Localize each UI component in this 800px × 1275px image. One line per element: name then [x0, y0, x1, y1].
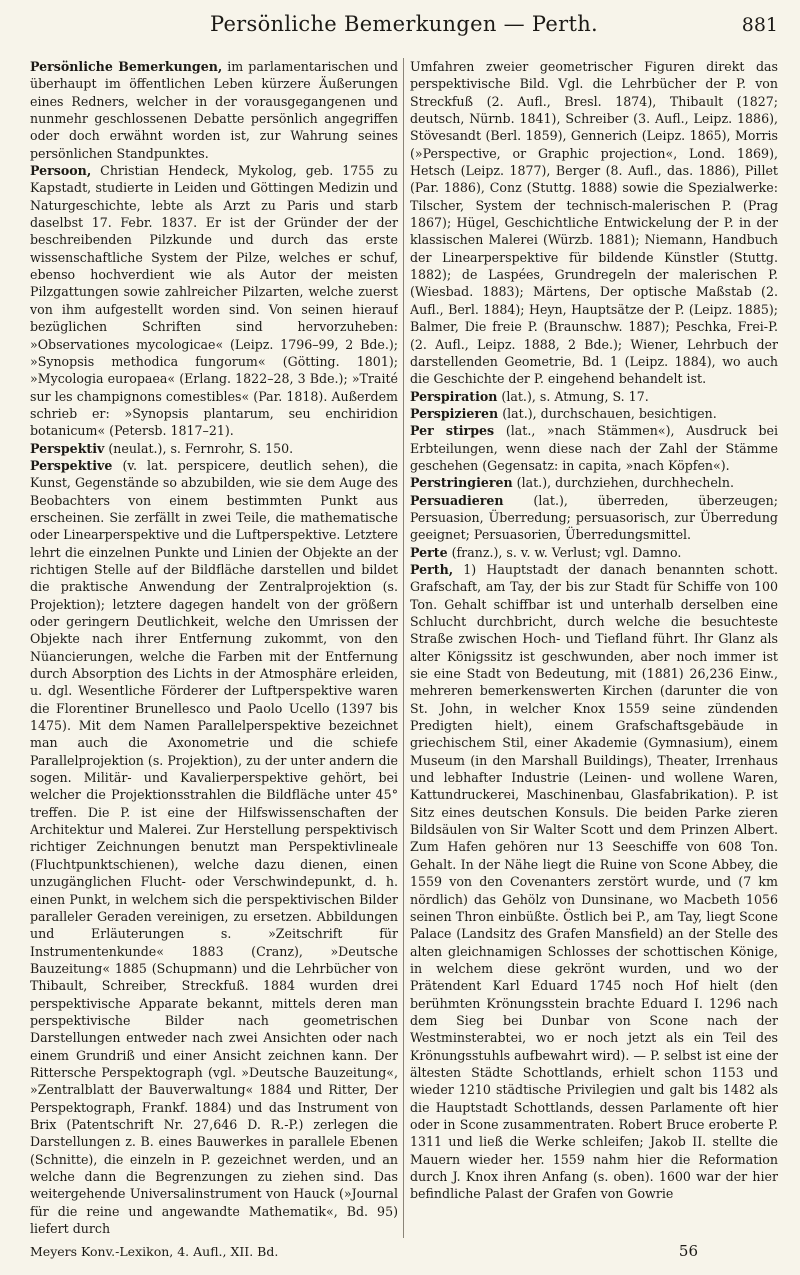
left-column [30, 58, 398, 1238]
entry-paragraph [410, 544, 778, 561]
entry-headword: Perte [410, 544, 448, 560]
entry-text: (neulat.), s. Fernrohr, S. 150. [104, 440, 294, 456]
entry-headword: Per stirpes [410, 423, 495, 439]
entry-text: (lat.), s. Atmung, S. 17. [497, 388, 649, 404]
entry-text: im parlamentarischen und überhaupt im öffentlichen Leben kürzere Äußerungen eines Redners, welcher in der vorausgegangenen und nunmehr geschlossenen Debatte persönlich angegriffen oder doch erwähnt worden ist, zur Wahrung seines persönlichen Standpunktes. [30, 59, 398, 161]
entry-text: 1) Hauptstadt der danach benannten schott. Grafschaft, am Tay, der bis zur Stadt für Schiffe von 100 Ton. Gehalt schiffbar ist und unterhalb derselben eine Schlucht durchbricht, durch welche die besuchteste Straße zwischen Hoch- und Tiefland führt. Ihr Glanz als alter Königssitz ist geschwunden, aber noch immer ist sie eine Stadt von Bedeutung, mit (1881) 26,236 Einw., mehreren bemerkenswerten Kirchen (darunter die von St. John, in welcher Knox 1559 seine zündenden Predigten hielt), einem Grafschaftsgebäude in griechischem Stil, einer Akademie (Gymnasium), einem Museum (in den Marshall Buildings), Theater, Irrenhaus und lebhafter Industrie (Leinen- und wollene Waren, Kattundruckerei, Maschinenbau, Glasfabrikation). P. ist Sitz eines deutschen Konsuls. Die beiden Parke zieren Bildsäulen von Sir Walter Scott und dem Prinzen Albert. Zum Hafen gehören nur 13 Seeschiffe von 608 Ton. Gehalt. In der Nähe liegt die Ruine von Scone Abbey, die 1559 von den Covenanters zerstört wurde, und (7 km nördlich) das Gehölz von Dunsinane, wo Macbeth 1056 seinen Thron einbüßte. Östlich bei P., am Tay, liegt Scone Palace (Landsitz des Grafen Mansfield) an der Stelle des alten gleichnamigen Schlosses der schottischen Könige, in welchem diese gekrönt wurden, und wo der Prätendent Karl Eduard 1745 noch Hof hielt (den berühmten Krönungsstein brachte Eduard I. 1296 nach dem Sieg bei Dunbar von Scone nach der Westminsterabtei, wo er noch jetzt als ein Teil des Krönungsstuhls aufbewahrt wird). — P. selbst ist eine der ältesten Städte Schottlands, erhielt schon 1153 und wieder 1210 städtische Privilegien und galt bis 1482 als die Hauptstadt Schottlands, dessen Parlamente oft hier oder in Scone zusammentraten. Robert Bruce eroberte P. 1311 und ließ die Werke schleifen; Jakob II. stellte die Mauern wieder her. 1559 nahm hier die Reformation durch J. Knox ihren Anfang (s. oben). 1600 war der hier befindliche Palast der Grafen von Gowrie [410, 561, 778, 1202]
entry-text: Christian Hendeck, Mykolog, geb. 1755 zu Kapstadt, studierte in Leiden und Göttingen Medizin und Naturgeschichte, lebte als Arzt zu Paris und starb daselbst 17. Febr. 1837. Er ist der Gründer der der beschreibenden Pilzkunde und durch das erste wissenschaftliche System der Pilze, welches er schuf, ebenso hochverdient wie als Autor der meisten Pilzgattungen sowie zahlreicher Pilzarten, welche zuerst von ihm aufgestellt worden sind. Von seinen hierauf bezüglichen Schriften sind hervorzuheben: »Observationes mycologicae« (Leipz. 1796–99, 2 Bde.); »Synopsis methodica fungorum« (Götting. 1801); »Mycologia europaea« (Erlang. 1822–28, 3 Bde.); »Traité sur les champignons comestibles« (Par. 1818). Außerdem schrieb er: »Synopsis plantarum, seu enchiridion botanicum« (Petersb. 1817–21). [30, 163, 398, 439]
text-columns [30, 58, 778, 1238]
page-number: 881 [741, 14, 778, 36]
footer-imprint: Meyers Konv.-Lexikon, 4. Aufl., XII. Bd. [30, 1244, 279, 1259]
entry-headword: Persuadieren [410, 492, 504, 508]
entry-text: Umfahren zweier geometrischer Figuren direkt das perspektivische Bild. Vgl. die Lehrbücher der P. von Streckfuß (2. Aufl., Bresl. 1874), Thibault (1827; deutsch, Nürnb. 1841), Schreiber (3. Aufl., Leipz. 1886), Stövesandt (Berl. 1859), Gennerich (Leipz. 1865), Morris (»Perspective, or Graphic projection«, Lond. 1869), Hetsch (Leipz. 1877), Berger (8. Aufl., das. 1886), Pillet (Par. 1886), Conz (Stuttg. 1888) sowie die Spezialwerke: Tilscher, System der technisch-malerischen P. (Prag 1867); Hügel, Geschichtliche Entwickelung der P. in der klassischen Malerei (Würzb. 1881); Niemann, Handbuch der Linearperspektive für bildende Künstler (Stuttg. 1882); de Laspées, Grundregeln der malerischen P. (Wiesbad. 1883); Märtens, Der optische Maßstab (2. Aufl., Berl. 1884); Heyn, Hauptsätze der P. (Leipz. 1885); Balmer, Die freie P. (Braunschw. 1887); Peschka, Frei-P. (2. Aufl., Leipz. 1888, 2 Bde.); Wiener, Lehrbuch der darstellenden Geometrie, Bd. 1 (Leipz. 1884), wo auch die Geschichte der P. eingehend behandelt ist. [410, 59, 778, 387]
right-column [410, 58, 778, 1238]
entry-paragraph [30, 58, 398, 162]
entry-paragraph [30, 162, 398, 440]
entry-paragraph [410, 474, 778, 491]
entry-paragraph [410, 492, 778, 544]
entry-headword: Perth, [410, 561, 454, 577]
entry-paragraph [410, 561, 778, 1203]
entry-paragraph [410, 405, 778, 422]
entry-text: (franz.), s. v. w. Verlust; vgl. Damno. [447, 544, 682, 560]
entry-paragraph [410, 388, 778, 405]
entry-text: (lat.), durchschauen, besichtigen. [498, 405, 717, 421]
column-divider [403, 58, 404, 1238]
entry-headword: Perspektiv [30, 440, 105, 456]
footer-signature: 56 [678, 1242, 698, 1260]
entry-headword: Perspizieren [410, 405, 499, 421]
entry-paragraph [410, 58, 778, 388]
entry-headword: Perstringieren [410, 475, 513, 491]
entry-text: (lat., »nach Stämmen«), Ausdruck bei Erbteilungen, wenn diese nach der Zahl der Stämme geschehen (Gegensatz: in capita, »nach Köpfen«). [410, 423, 778, 473]
entry-text: (lat.), durchziehen, durchhecheln. [512, 475, 734, 491]
entry-text: (lat.), überreden, überzeugen; Persuasion, Überredung; persuasorisch, zur Überredung geeignet; Persuasorien, Überredungsmittel. [410, 492, 778, 543]
entry-headword: Persönliche Bemerkungen, [30, 59, 223, 74]
page-header [30, 10, 778, 42]
entry-paragraph [410, 422, 778, 474]
entry-paragraph [30, 457, 398, 1237]
entry-paragraph [30, 440, 398, 457]
page-footer [30, 1244, 778, 1266]
entry-text: (v. lat. perspicere, deutlich sehen), die Kunst, Gegenstände so abzubilden, wie sie dem Auge des Beobachters von einem bestimmten Punkt aus erscheinen. Sie zerfällt in zwei Teile, die mathematische oder Linearperspektive und die Luftperspektive. Letztere lehrt die einzelnen Punkte und Linien der Objekte an der richtigen Stelle auf der Bildfläche darstellen und bildet die praktische Anwendung der Zentralprojektion (s. Projektion); letztere dagegen handelt von der größern oder geringern Deutlichkeit, welche den Umrissen der Objekte nach ihrer Entfernung zukommt, von den Nüancierungen, welche die Farben mit der Entfernung durch Absorption des Lichts in der Atmosphäre erleiden, u. dgl. Wesentliche Förderer der Luftperspektive waren die Florentiner Brunellesco und Paolo Ucello (1397 bis 1475). Mit dem Namen Parallelperspektive bezeichnet man auch die Axonometrie und die schiefe Parallelprojektion (s. Projektion), zu der unter andern die sogen. Militär- und Kavalierperspektive gehört, bei welcher die Projektionsstrahlen die Bildfläche unter 45° treffen. Die P. ist eine der Hilfswissenschaften der Architektur und Malerei. Zur Herstellung perspektivisch richtiger Zeichnungen benutzt man Perspektivlineale (Fluchtpunktschienen), welche dazu dienen, einen unzugänglichen Flucht- oder Verschwindepunkt, d. h. einen Punkt, in welchem sich die perspektivischen Bilder paralleler Geraden vereinigen, zu ersetzen. Abbildungen und Erläuterungen s. »Zeitschrift für Instrumentenkunde« 1883 (Cranz), »Deutsche Bauzeitung« 1885 (Schupmann) und die Lehrbücher von Thibault, Schreiber, Streckfuß. 1884 wurden drei perspektivische Apparate bekannt, mittels deren man perspektivische Bilder nach geometrischen Darstellungen entweder nach zwei Ansichten oder nach einem Grundriß und einer Ansicht zeichnen kann. Der Rittersche Perspektograph (vgl. »Deutsche Bauzeitung«, »Zentralblatt der Bauverwaltung« 1884 und Ritter, Der Perspektograph, Frankf. 1884) und das Instrument von Brix (Patentschrift Nr. 27,646 D. R.-P.) zerlegen die Darstellungen z. B. eines Bauwerkes in parallele Ebenen (Schnitte), die einzeln in P. gezeichnet werden, und an welche dann die Begrenzungen zu ziehen sind. Das weitergehende Universalinstrument von Hauck (»Journal für die reine und angewandte Mathematik«, Bd. 95) liefert durch [30, 457, 398, 1237]
running-title: Persönliche Bemerkungen — Perth. [209, 12, 599, 36]
entry-headword: Perspiration [410, 388, 498, 404]
entry-headword: Perspektive [30, 457, 113, 473]
entry-headword: Persoon, [30, 163, 92, 179]
